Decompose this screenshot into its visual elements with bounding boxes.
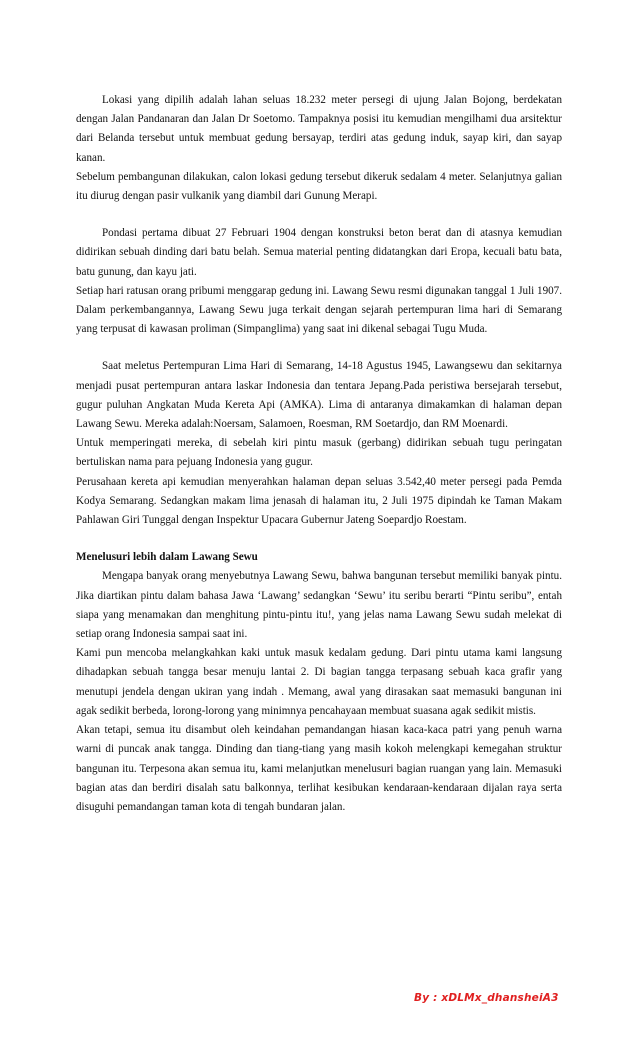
paragraph-battle: Saat meletus Pertempuran Lima Hari di Semarang, 14-18 Agustus 1945, Lawangsewu dan sekitarnya menjadi pusat pertempuran antara laskar Indonesia dan tentara Jepang.Pada peristiwa bersejarah tersebut, gugur puluhan Angkatan Muda Kereta Api (AMKA). Lima di antaranya dimakamkan di halaman depan Lawang Sewu. Mereka adalah:Noersam, Salamoen, Roesman, RM Soetardjo, dan RM Moenardi. xyxy=(76,360,562,431)
document-body xyxy=(76,91,562,817)
paragraph-monument: Untuk memperingati mereka, di sebelah kiri pintu masuk (gerbang) didirikan sebuah tugu peringatan bertuliskan nama para pejuang Indonesia yang gugur. xyxy=(76,437,562,469)
paragraph-name-meaning: Mengapa banyak orang menyebutnya Lawang Sewu, bahwa bangunan tersebut memiliki banyak pintu. Jika diartikan pintu dalam bahasa Jawa ‘Lawang’ sedangkan ‘Sewu’ itu seribu berarti “Pintu seribu”, entah siapa yang menamakan dan menghitung pintu-pintu itu!, yang jelas nama Lawang Sewu sudah melekat di setiap orang Indonesia sampai saat ini. xyxy=(76,570,562,641)
paragraph-gap xyxy=(76,206,562,224)
paragraph-excavation: Sebelum pembangunan dilakukan, calon lokasi gedung tersebut dikeruk sedalam 4 meter. Selanjutnya galian itu diurug dengan pasir vulkanik yang diambil dari Gunung Merapi. xyxy=(76,170,562,203)
paragraph-gap xyxy=(76,339,562,357)
paragraph-gap xyxy=(76,530,562,548)
paragraph-construction: Setiap hari ratusan orang pribumi menggarap gedung ini. Lawang Sewu resmi digunakan tanggal 1 Juli 1907. Dalam perkembangannya, Lawang Sewu juga terkait dengan sejarah pertempuran lima hari di Semarang yang terpusat di kawasan proliman (Simpanglima) yang saat ini dikenal sebagai Tugu Muda. xyxy=(76,284,562,336)
section-heading: Menelusuri lebih dalam Lawang Sewu xyxy=(76,551,258,564)
paragraph-handover: Perusahaan kereta api kemudian menyerahkan halaman depan seluas 3.542,40 meter persegi pada Pemda Kodya Semarang. Sedangkan makam lima jenasah di halaman itu, 2 Juli 1975 dipindah ke Taman Makam Pahlawan Giri Tunggal dengan Inspektur Upacara Gubernur Jateng Soepardjo Roestam. xyxy=(76,475,562,527)
author-credit: By : xDLMx_dhansheiA3 xyxy=(414,992,559,1004)
paragraph-foundation: Pondasi pertama dibuat 27 Februari 1904 dengan konstruksi beton berat dan di atasnya kemudian didirikan sebuah dinding dari batu belah. Semua material penting didatangkan dari Eropa, kecuali batu bata, batu gunung, dan kayu jati. xyxy=(76,227,562,278)
paragraph-location: Lokasi yang dipilih adalah lahan seluas 18.232 meter persegi di ujung Jalan Bojong, berdekatan dengan Jalan Pandanaran dan Jalan Dr Soetomo. Tampaknya posisi itu kemudian mengilhami dua arsitektur dari Belanda tersebut untuk membuat gedung bersayap, terdiri atas gedung induk, sayap kiri, dan sayap kanan. xyxy=(76,94,562,164)
paragraph-entrance: Kami pun mencoba melangkahkan kaki untuk masuk kedalam gedung. Dari pintu utama kami langsung dihadapkan sebuah tangga besar menuju lantai 2. Di bagian tangga terpasang sebuah kaca grafir yang menutupi jendela dengan ukiran yang indah . Memang, awal yang dirasakan saat memasuki bangunan ini agak sedikit berbeda, lorong-lorong yang minimnya pencahayaan membuat suasana agak sedikit mistis. xyxy=(76,647,562,717)
paragraph-interior: Akan tetapi, semua itu disambut oleh keindahan pemandangan hiasan kaca-kaca patri yang penuh warna warni di puncak anak tangga. Dinding dan tiang-tiang yang masih kokoh melengkapi kemegahan struktur bangunan itu. Terpesona akan semua itu, kami melanjutkan menelusuri bagian ruangan yang lain. Memasuki bagian atas dan berdiri disalah satu balkonnya, terlihat kesibukan kendaraan-kendaraan dijalan raya serta disuguhi pemandangan taman kota di tengah bundaran jalan. xyxy=(76,724,562,813)
